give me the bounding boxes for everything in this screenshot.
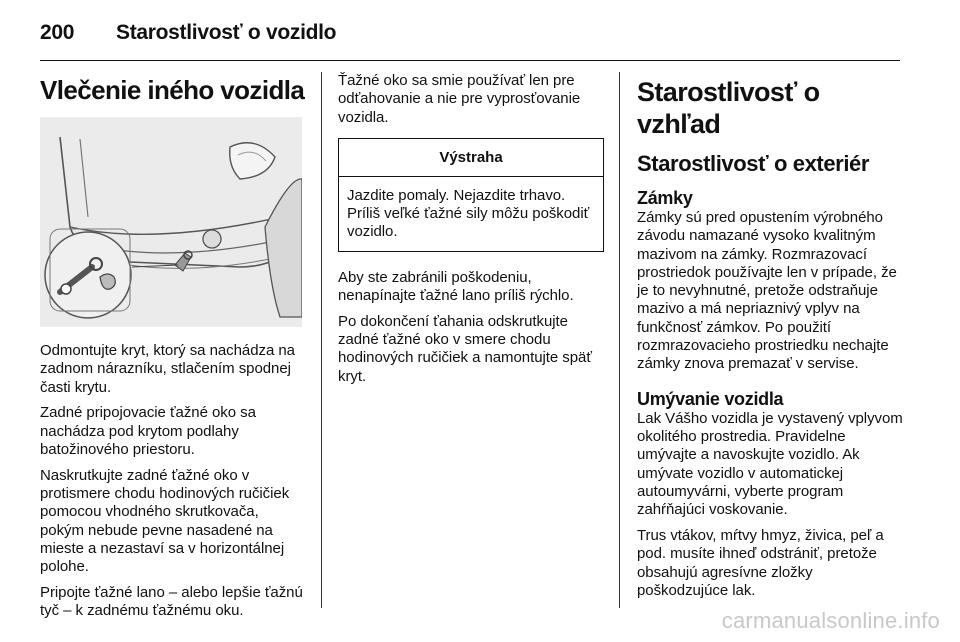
column-divider-2 — [619, 72, 620, 608]
section-heading-towing: Vlečenie iného vozidla — [40, 75, 305, 105]
page-number: 200 — [40, 21, 75, 44]
column-1 — [40, 72, 306, 628]
section-heading-appearance: Starostlivosť o vzhľad — [637, 77, 820, 139]
chapter-title: Starostlivosť o vozidlo — [116, 21, 337, 44]
paragraph: Po dokončení ťahania odskrutkujte zadné ťažné oko v smere chodu hodinových ručičiek a namontujte späť kryt. — [338, 312, 592, 385]
rear-bumper-drawing — [40, 117, 302, 327]
topic-heading-washing: Umývanie vozidla — [637, 388, 784, 409]
paragraph: Zadné pripojovacie ťažné oko sa nachádza pod krytom podlahy batožinového priestoru. — [40, 404, 256, 458]
warning-text: Jazdite pomaly. Nejazdite trhavo. Príliš veľké ťažné sily môžu poškodiť vozidlo. — [347, 186, 590, 241]
paragraph: Naskrutkujte zadné ťažné oko v protismere chodu hodinových ručičiek pomocou vhodného skrutkovača, pokým nebude pevne nasadené na mieste a nezastaví sa v horizontálnej polohe. — [40, 466, 290, 576]
column-2 — [338, 72, 604, 394]
paragraph: Aby ste zabránili poškodeniu, nenapínajte ťažné lano príliš rýchlo. — [338, 268, 574, 305]
column-divider-1 — [321, 72, 322, 608]
paragraph: Trus vtákov, mŕtvy hmyz, živica, peľ a pod. musíte ihneď odstrániť, pretože obsahujú agresívne zložky poškodzujúce lak. — [637, 526, 884, 599]
paragraph: Ťažné oko sa smie používať len pre odťahovanie a nie pre vyprosťovanie vozidla. — [338, 72, 581, 126]
paragraph: Lak Vášho vozidla je vystavený vplyvom okolitého prostredia. Pravidelne umývajte a navoskujte vozidlo. Ak umývate vozidlo v automatickej autoumyvárni, vyberte program zahŕňajúci voskovanie. — [637, 409, 903, 519]
tow-eye-illustration — [40, 117, 302, 327]
watermark: carmanualsonline.info — [721, 608, 940, 633]
topic-heading-locks: Zámky — [637, 188, 693, 208]
subsection-heading-exterior: Starostlivosť o exteriér — [637, 151, 870, 176]
column-3 — [637, 72, 903, 608]
paragraph: Pripojte ťažné lano – alebo lepšie ťažnú tyč – k zadnému ťažnému oku. — [40, 584, 303, 620]
paragraph: Zámky sú pred opustením výrobného závodu namazané vysoko kvalitným mazivom na zámky. Rozmrazovací prostriedok používajte len v prípade, že je to nevyhnutné, pretože odstraňuje mazivo a má nepriaznivý vplyv na funkčnosť zámkov. Po použití rozmrazovacieho prostriedku nechajte zámky znova premazať v servise. — [637, 209, 897, 373]
page-header — [40, 20, 336, 46]
header-rule — [40, 60, 900, 61]
warning-body — [339, 177, 603, 251]
warning-title: Výstraha — [339, 139, 603, 177]
paragraph: Odmontujte kryt, ktorý sa nachádza na zadnom nárazníku, stlačením spodnej časti krytu. — [40, 342, 295, 396]
warning-box — [338, 138, 604, 252]
